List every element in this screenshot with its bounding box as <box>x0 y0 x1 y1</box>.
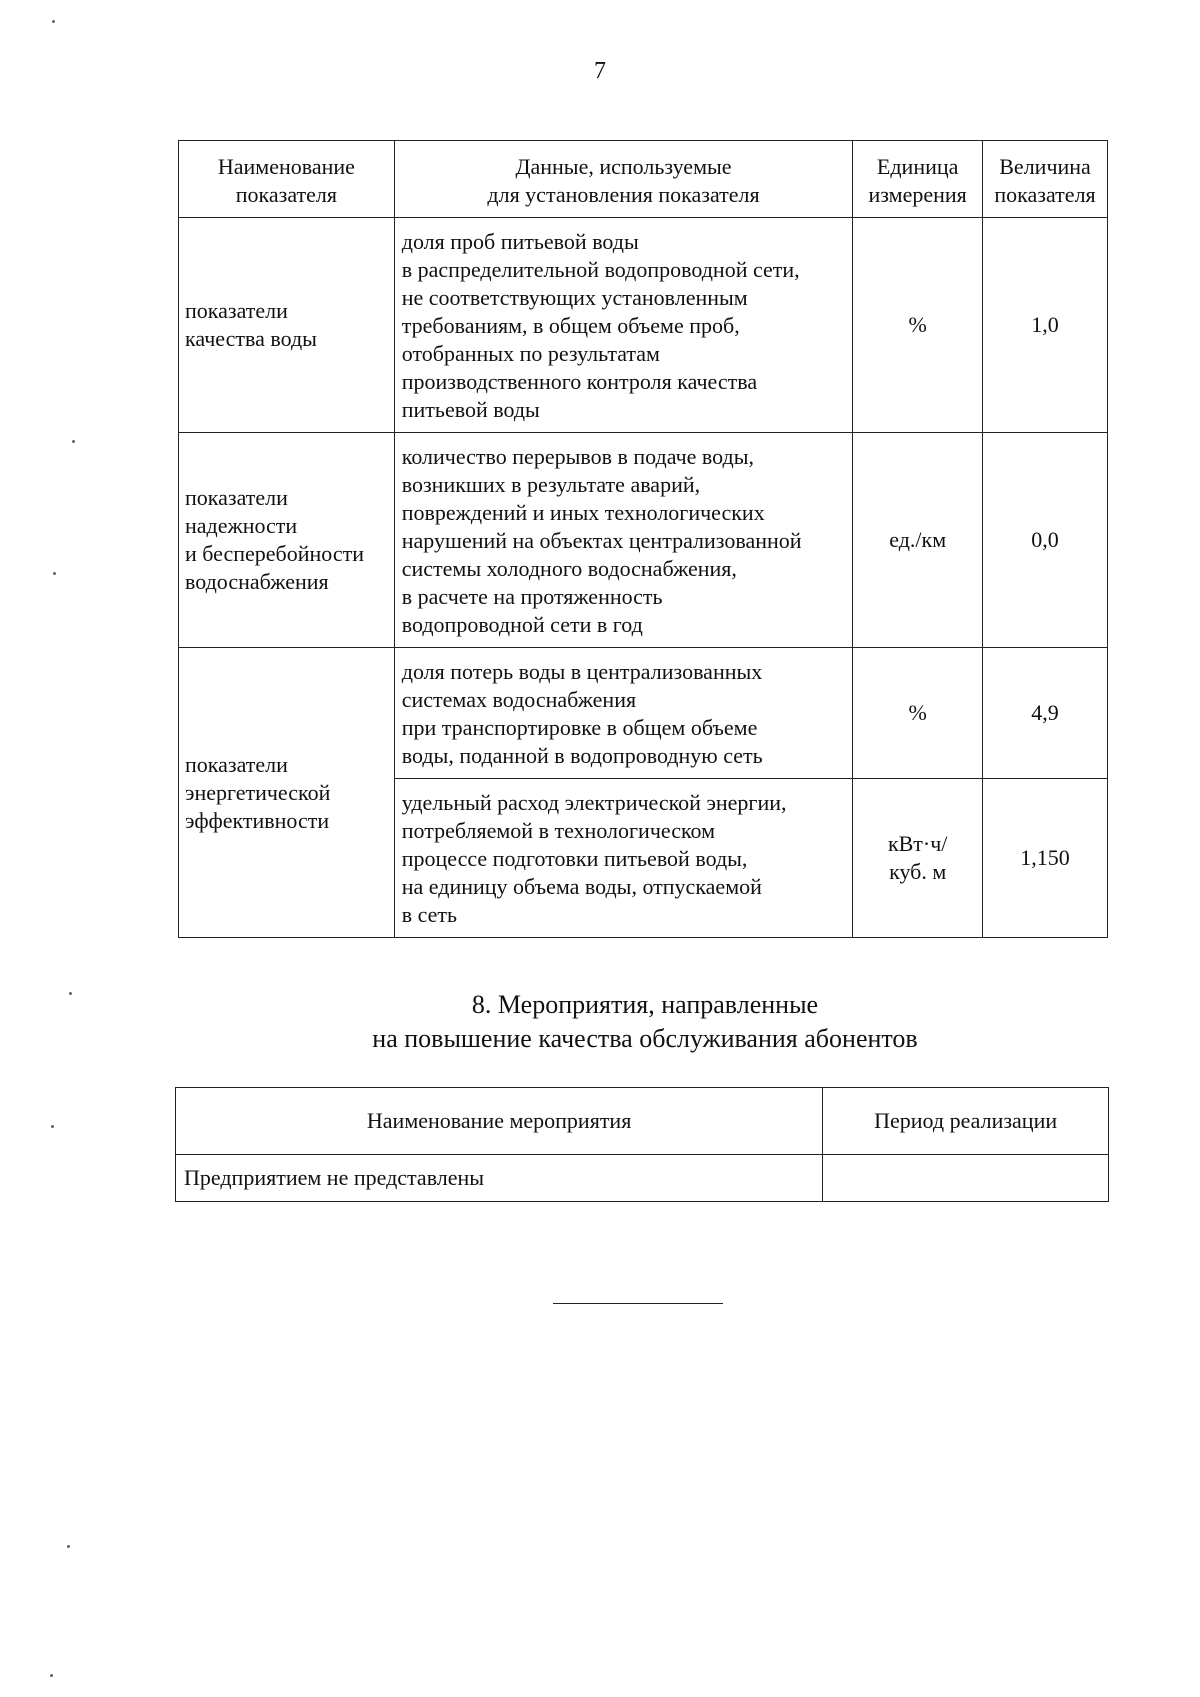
section-heading-line: 8. Мероприятия, направленные <box>471 990 819 1019</box>
indicator-source-data: количество перерывов в подаче воды, возникших в результате аварий, повреждений и иных технологических нарушений на объектах централизованной системы холодного водоснабжения, в расчете на протяженность водопроводной сети в год <box>394 433 853 648</box>
indicator-source-data: удельный расход электрической энергии, потребляемой в технологическом процессе подготовки питьевой воды, на единицу объема воды, отпускаемой в сеть <box>394 779 853 938</box>
indicator-unit: % <box>853 648 983 779</box>
section-heading <box>0 988 1200 1056</box>
scan-speck <box>69 992 72 995</box>
header-measure-name: Наименование мероприятия <box>176 1088 823 1155</box>
indicator-value: 4,9 <box>983 648 1108 779</box>
scan-speck <box>53 572 56 575</box>
header-value: Величина показателя <box>983 141 1108 218</box>
header-period: Период реализации <box>823 1088 1109 1155</box>
measures-table <box>175 1087 1109 1202</box>
indicator-unit: кВт·ч/ куб. м <box>853 779 983 938</box>
indicator-unit: % <box>853 218 983 433</box>
section-heading-line: на повышение качества обслуживания абонентов <box>372 1024 918 1053</box>
scan-speck <box>51 1125 54 1128</box>
indicator-unit: ед./км <box>853 433 983 648</box>
end-of-document-rule <box>553 1303 723 1304</box>
header-unit: Единица измерения <box>853 141 983 218</box>
scan-speck <box>72 440 75 443</box>
indicator-value: 0,0 <box>983 433 1108 648</box>
table-row <box>179 648 1108 779</box>
scan-speck <box>50 1674 53 1677</box>
table-row <box>179 433 1108 648</box>
indicator-value: 1,0 <box>983 218 1108 433</box>
table-row <box>179 218 1108 433</box>
measure-period-cell <box>823 1155 1109 1202</box>
scan-speck <box>52 20 55 23</box>
header-source-data: Данные, используемые для установления показателя <box>394 141 853 218</box>
scan-speck <box>67 1545 70 1548</box>
table-header-row <box>179 141 1108 218</box>
page-number: 7 <box>594 58 606 84</box>
measure-name-cell: Предприятием не представлены <box>176 1155 823 1202</box>
indicator-source-data: доля потерь воды в централизованных системах водоснабжения при транспортировке в общем объеме воды, поданной в водопроводную сеть <box>394 648 853 779</box>
indicator-source-data: доля проб питьевой воды в распределительной водопроводной сети, не соответствующих установленным требованиям, в общем объеме проб, отобранных по результатам производственного контроля качества питьевой воды <box>394 218 853 433</box>
indicator-group-name: показатели надежности и бесперебойности водоснабжения <box>179 433 395 648</box>
indicator-group-name: показатели энергетической эффективности <box>179 648 395 938</box>
table-header-row <box>176 1088 1109 1155</box>
header-indicator-name: Наименование показателя <box>179 141 395 218</box>
indicators-table <box>178 140 1108 938</box>
table-row <box>176 1155 1109 1202</box>
indicator-value: 1,150 <box>983 779 1108 938</box>
indicator-group-name: показатели качества воды <box>179 218 395 433</box>
